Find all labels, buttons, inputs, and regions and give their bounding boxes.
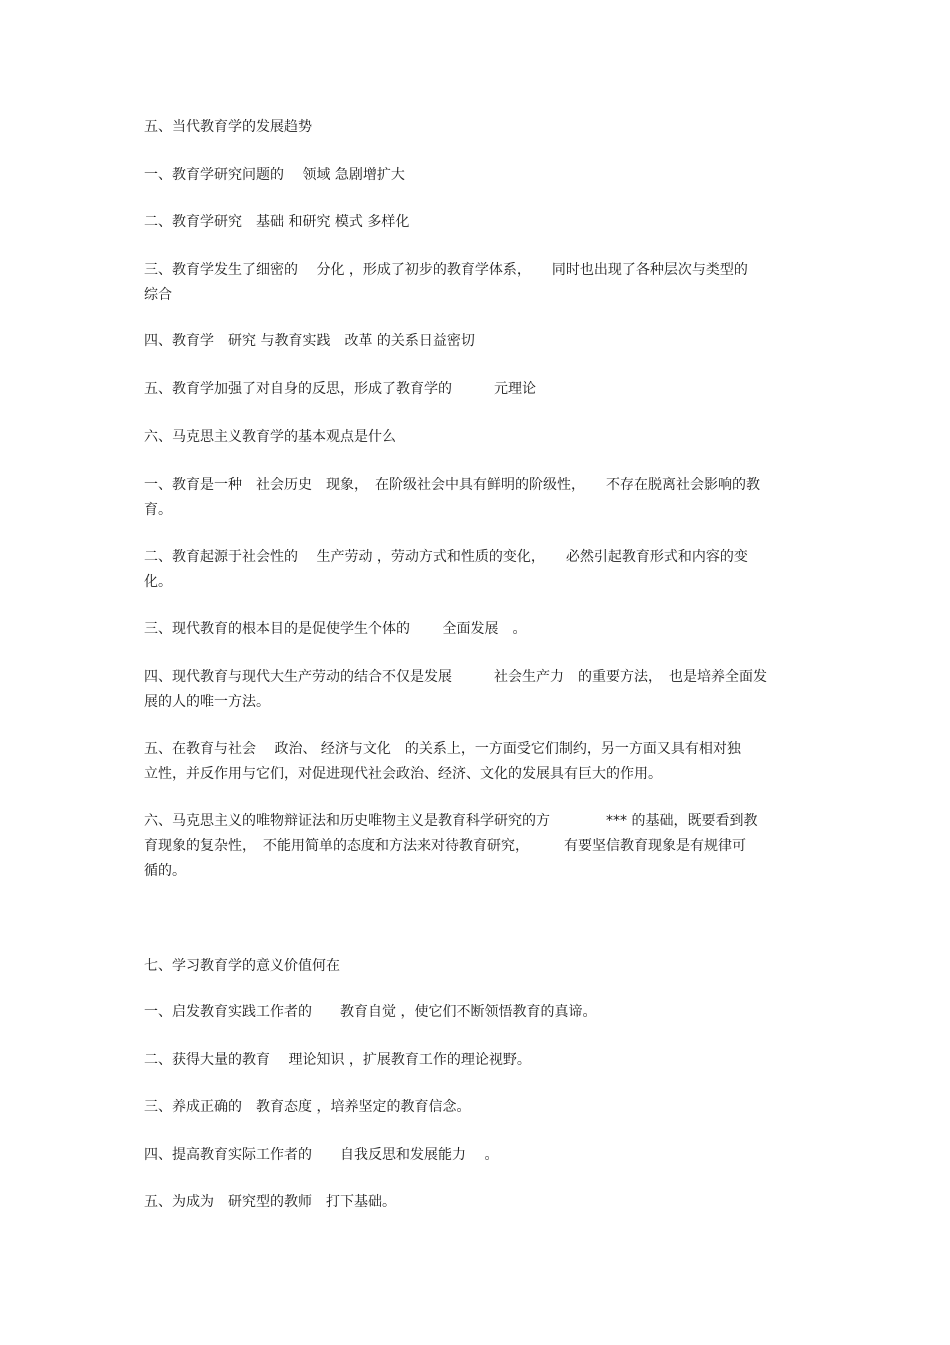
list-item: 二、教育学研究 基础 和研究 模式 多样化 bbox=[144, 214, 410, 230]
list-item: 一、教育学研究问题的 领域 急剧增扩大 bbox=[144, 167, 405, 183]
section-heading-significance: 七、学习教育学的意义价值何在 bbox=[144, 958, 340, 974]
list-item: 五、为成为 研究型的教师 打下基础。 bbox=[144, 1194, 396, 1210]
list-item-continuation: 综合 bbox=[144, 287, 172, 303]
section-heading-trends: 五、当代教育学的发展趋势 bbox=[144, 119, 312, 135]
list-item: 四、现代教育与现代大生产劳动的结合不仅是发展 社会生产力 的重要方法， 也是培养全面发 bbox=[144, 669, 767, 685]
list-item: 五、在教育与社会 政治、 经济与文化 的关系上，一方面受它们制约，另一方面又具有相对独 bbox=[144, 741, 741, 757]
list-item-continuation: 循的。 bbox=[144, 863, 186, 879]
list-item: 三、现代教育的根本目的是促使学生个体的 全面发展 。 bbox=[144, 621, 527, 637]
list-item: 四、提高教育实际工作者的 自我反思和发展能力 。 bbox=[144, 1147, 499, 1163]
list-item: 五、教育学加强了对自身的反思，形成了教育学的 元理论 bbox=[144, 381, 536, 397]
list-item: 一、启发教育实践工作者的 教育自觉 ，使它们不断领悟教育的真谛。 bbox=[144, 1004, 597, 1020]
section-heading-marxist-views: 六、马克思主义教育学的基本观点是什么 bbox=[144, 429, 396, 445]
list-item-continuation: 育。 bbox=[144, 502, 172, 518]
list-item: 一、教育是一种 社会历史 现象， 在阶级社会中具有鲜明的阶级性， 不存在脱离社会影响的教 bbox=[144, 477, 760, 493]
list-item: 三、养成正确的 教育态度 ，培养坚定的教育信念。 bbox=[144, 1099, 471, 1115]
list-item: 二、获得大量的教育 理论知识 ，扩展教育工作的理论视野。 bbox=[144, 1052, 531, 1068]
list-item: 六、马克思主义的唯物辩证法和历史唯物主义是教育科学研究的方 *** 的基础，既要看到教 bbox=[144, 813, 758, 829]
list-item: 四、教育学 研究 与教育实践 改革 的关系日益密切 bbox=[144, 333, 475, 349]
list-item-continuation: 立性，并反作用与它们，对促进现代社会政治、经济、文化的发展具有巨大的作用。 bbox=[144, 766, 662, 782]
list-item: 二、教育起源于社会性的 生产劳动 ，劳动方式和性质的变化， 必然引起教育形式和内容的变 bbox=[144, 549, 748, 565]
list-item-continuation: 展的人的唯一方法。 bbox=[144, 694, 270, 710]
list-item: 三、教育学发生了细密的 分化 ，形成了初步的教育学体系， 同时也出现了各种层次与类型的 bbox=[144, 262, 748, 278]
list-item-continuation: 育现象的复杂性， 不能用简单的态度和方法来对待教育研究， 有要坚信教育现象是有规律可 bbox=[144, 838, 746, 854]
list-item-continuation: 化。 bbox=[144, 574, 172, 590]
